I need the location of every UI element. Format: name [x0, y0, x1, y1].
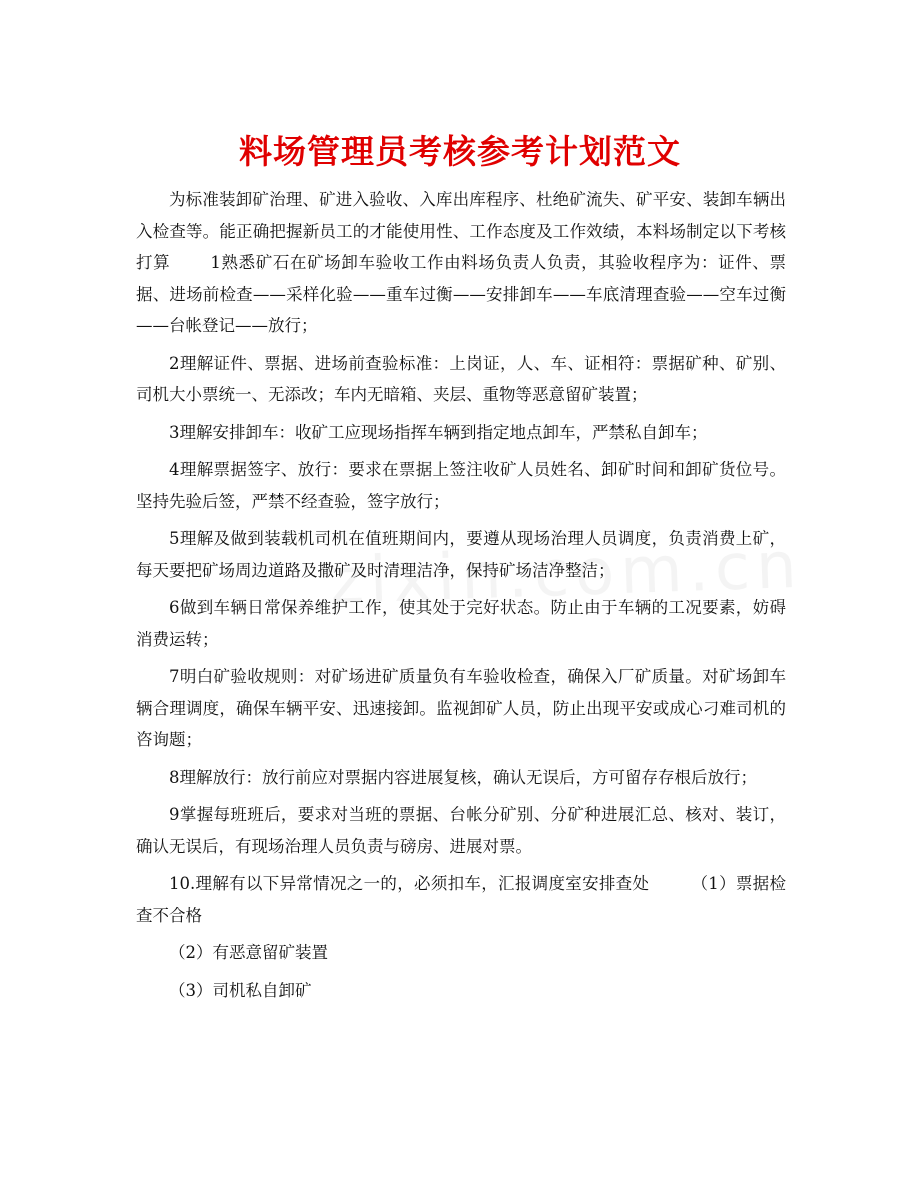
paragraph-item-2: 2理解证件、票据、进场前查验标准：上岗证，人、车、证相符：票据矿种、矿别、司机大小票统一、无添改；车内无暗箱、夹层、重物等恶意留矿装置；: [136, 353, 786, 404]
paragraph-subitem-3: （3）司机私自卸矿: [169, 980, 312, 1000]
paragraph-item-4: 4理解票据签字、放行：要求在票据上签注收矿人员姓名、卸矿时间和卸矿货位号。坚持先验后签，严禁不经查验，签字放行；: [136, 460, 786, 511]
paragraph-subitem-2: （2）有恶意留矿装置: [169, 943, 328, 962]
paragraph-intro: 为标准装卸矿治理、矿进入验收、入库出库程序、杜绝矿流失、矿平安、装卸车辆出入检查等。能正确把握新员工的才能使用性、工作态度及工作效绩，本料场制定以下考核打算 1熟悉矿石在矿场卸车验收工作由料场负责人负责，其验收程序为：证件、票据、进场前检查——采样化验——重车过衡——安排卸车——车底清理查验——空车过衡——台帐登记——放行；: [136, 190, 786, 335]
document-title: 料场管理员考核参考计划范文: [239, 132, 681, 171]
paragraph-item-6: 6做到车辆日常保养维护工作，使其处于完好状态。防止由于车辆的工况要素，妨碍消费运转；: [136, 598, 786, 649]
paragraph-item-5: 5理解及做到装载机司机在值班期间内，要遵从现场治理人员调度，负责消费上矿，每天要把矿场周边道路及撒矿及时清理洁净，保持矿场洁净整洁；: [136, 529, 786, 580]
paragraph-item-9: 9掌握每班班后，要求对当班的票据、台帐分矿别、分矿种进展汇总、核对、装订，确认无误后，有现场治理人员负责与磅房、进展对票。: [136, 805, 786, 856]
paragraph-item-10: 10.理解有以下异常情况之一的，必须扣车，汇报调度室安排查处 （1）票据检查不合格: [136, 874, 786, 925]
paragraph-item-8: 8理解放行：放行前应对票据内容进展复核，确认无误后，方可留存存根后放行；: [169, 767, 757, 787]
paragraph-item-3: 3理解安排卸车：收矿工应现场指挥车辆到指定地点卸车，严禁私自卸车；: [169, 422, 708, 442]
document-body: [136, 184, 786, 1012]
paragraph-item-7: 7明白矿验收规则：对矿场进矿质量负有车验收检查，确保入厂矿质量。对矿场卸车辆合理调度，确保车辆平安、迅速接卸。监视卸矿人员，防止出现平安或成心刁难司机的咨询题；: [136, 667, 786, 749]
